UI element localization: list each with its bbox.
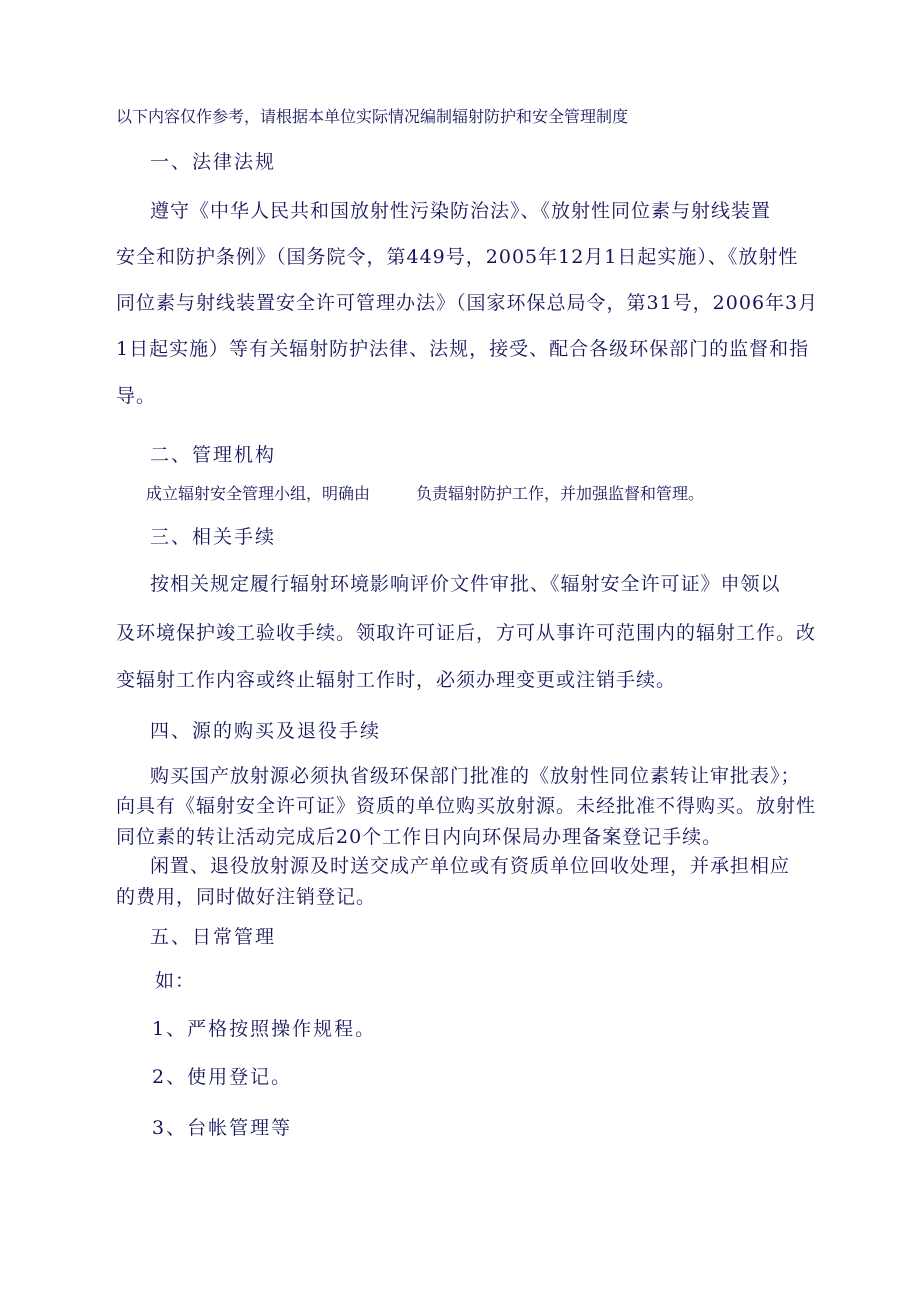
section-heading-organization: 二、管理机构	[150, 444, 277, 466]
paragraph-line: 遵守《中华人民共和国放射性污染防治法》、《放射性同位素与射线装置	[150, 200, 772, 222]
section-heading-sources: 四、源的购买及退役手续	[150, 720, 382, 742]
section-heading-laws: 一、法律法规	[150, 151, 277, 173]
paragraph-line: 变辐射工作内容或终止辐射工作时，必须办理变更或注销手续。	[116, 669, 677, 691]
daily-management-intro: 如：	[155, 970, 196, 992]
section-heading-procedures: 三、相关手续	[150, 526, 277, 548]
paragraph-line: 购买国产放射源必须执省级环保部门批准的《放射性同位素转让审批表》；	[150, 765, 801, 787]
list-item: 1、严格按照操作规程。	[152, 1018, 377, 1040]
intro-note: 以下内容仅作参考，请根据本单位实际情况编制辐射防护和安全管理制度	[116, 107, 629, 126]
paragraph-line: 安全和防护条例》（国务院令，第449号，2005年12月1日起实施）、《放射性	[116, 246, 799, 268]
paragraph-line: 同位素与射线装置安全许可管理办法》（国家环保总局令，第31号，2006年3月	[116, 292, 819, 314]
paragraph-line: 导。	[116, 385, 157, 407]
organization-text-after-blank: 负责辐射防护工作，并加强监督和管理。	[416, 484, 705, 503]
organization-text-before-blank: 成立辐射安全管理小组，明确由	[146, 484, 371, 503]
paragraph-line: 同位素的转让活动完成后20个工作日内向环保局办理备案登记手续。	[116, 826, 723, 848]
paragraph-line: 闲置、退役放射源及时送交成产单位或有资质单位回收处理，并承担相应	[150, 855, 791, 877]
paragraph-line: 的费用，同时做好注销登记。	[116, 886, 377, 908]
paragraph-line: 1日起实施）等有关辐射防护法律、法规，接受、配合各级环保部门的监督和指	[116, 338, 810, 360]
list-item: 3、台帐管理等	[152, 1117, 293, 1139]
section-heading-daily-management: 五、日常管理	[150, 926, 277, 948]
paragraph-line: 及环境保护竣工验收手续。领取许可证后，方可从事许可范围内的辐射工作。改	[116, 622, 817, 644]
list-item: 2、使用登记。	[152, 1066, 293, 1088]
paragraph-line: 按相关规定履行辐射环境影响评价文件审批、《辐射安全许可证》申领以	[150, 573, 781, 595]
paragraph-line: 向具有《辐射安全许可证》资质的单位购买放射源。未经批准不得购买。放射性	[116, 795, 817, 817]
